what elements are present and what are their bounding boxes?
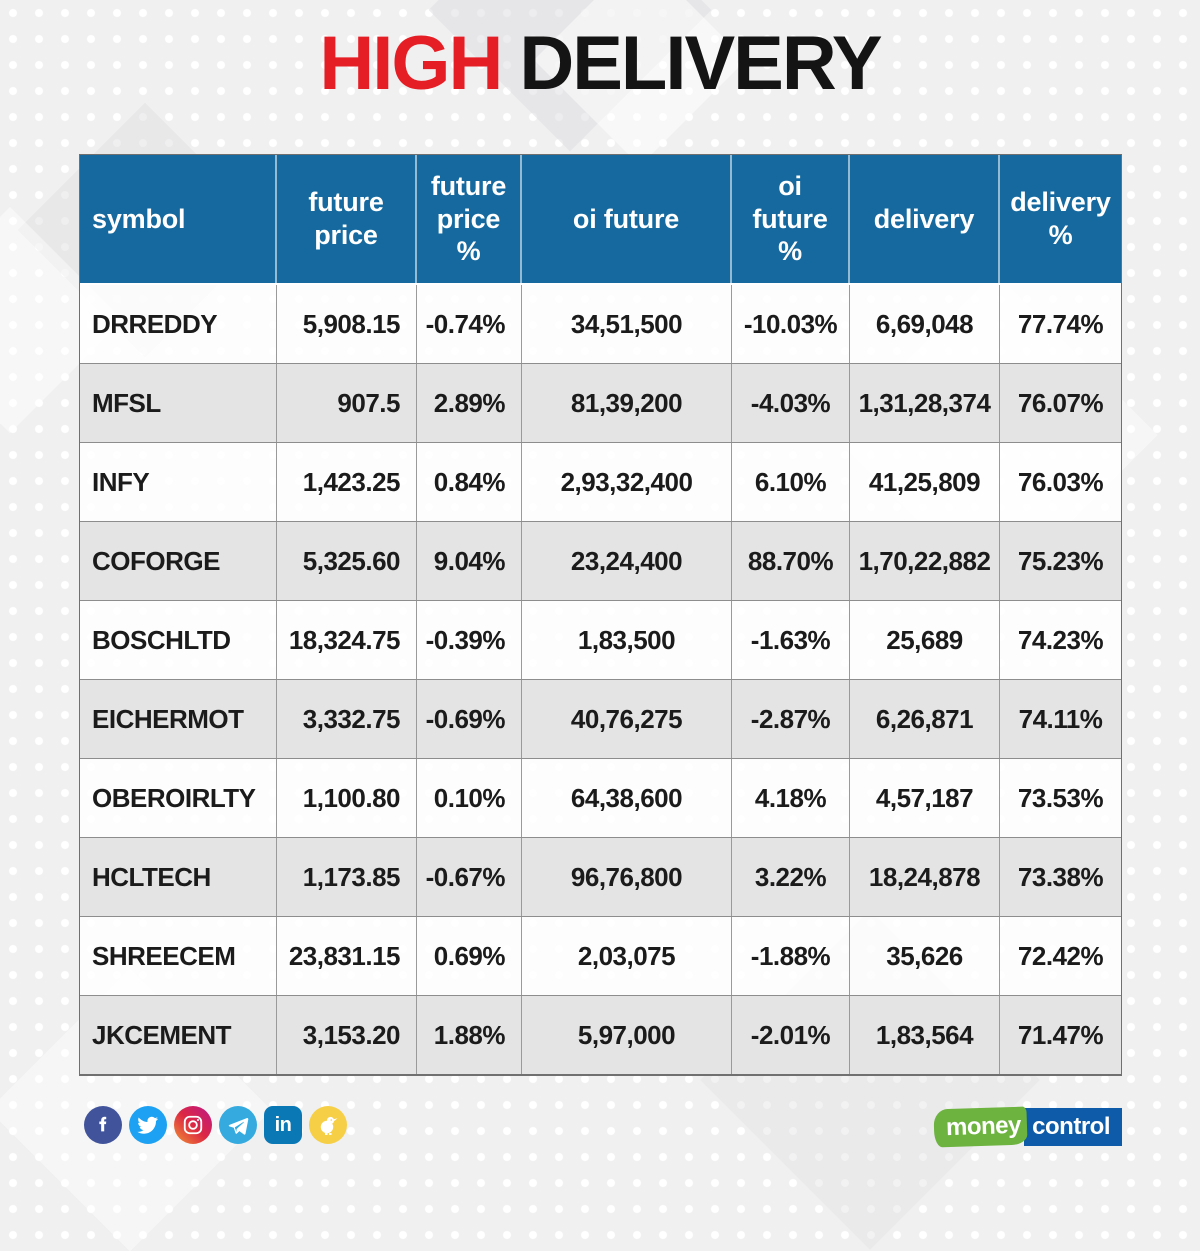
cell-future-price: 23,831.15: [277, 917, 417, 995]
moneycontrol-logo[interactable]: [934, 1108, 1122, 1146]
instagram-button[interactable]: [174, 1106, 212, 1144]
cell-delivery-pct: 74.11%: [1018, 703, 1103, 734]
cell-future-price-pct: 0.84%: [417, 443, 522, 521]
moneycontrol-logo-money: money: [934, 1107, 1028, 1148]
twitter-button[interactable]: [129, 1106, 167, 1144]
cell-delivery-pct: 71.47%: [1017, 1019, 1104, 1050]
cell-future-price-pct: -0.39%: [417, 601, 522, 679]
cell-delivery: 18,24,878: [850, 838, 1000, 916]
cell-delivery: 25,689: [850, 601, 1000, 679]
column-header-oi-future: oi future: [522, 155, 732, 283]
table-row: [80, 837, 1121, 916]
column-header-delivery: delivery: [850, 155, 1000, 283]
column-header-delivery-pct: delivery %: [1010, 187, 1111, 250]
cell-delivery: 1,31,28,374: [850, 364, 1000, 442]
cell-oi-future: 2,93,32,400: [522, 443, 732, 521]
cell-future-price-pct: -0.67%: [417, 838, 522, 916]
facebook-button[interactable]: [84, 1106, 122, 1144]
social-icons-bar: [84, 1106, 347, 1144]
column-header-future-price-pct: future price %: [417, 155, 522, 283]
cell-delivery: 4,57,187: [850, 759, 1000, 837]
title-word-high: HIGH: [319, 21, 502, 106]
column-header-oi-future-pct: oi future %: [732, 155, 850, 283]
table-row: [80, 363, 1121, 442]
cell-oi-future: 2,03,075: [522, 917, 732, 995]
cell-future-price-pct: 1.88%: [417, 996, 522, 1074]
cell-symbol: COFORGE: [80, 522, 277, 600]
cell-oi-future: 1,83,500: [522, 601, 732, 679]
cell-symbol: EICHERMOT: [80, 680, 277, 758]
cell-future-price: 3,332.75: [277, 680, 417, 758]
table-row: [80, 758, 1121, 837]
cell-oi-future: 40,76,275: [522, 680, 732, 758]
cell-future-price: 3,153.20: [277, 996, 417, 1074]
cell-future-price: 907.5: [277, 364, 417, 442]
cell-future-price: 1,423.25: [277, 443, 417, 521]
cell-oi-future-pct: -2.87%: [732, 680, 850, 758]
cell-delivery-pct: 76.07%: [1017, 387, 1104, 418]
cell-oi-future-pct: -1.88%: [732, 917, 850, 995]
linkedin-button[interactable]: [264, 1106, 302, 1144]
column-header-symbol: symbol: [80, 155, 277, 283]
cell-future-price: 18,324.75: [277, 601, 417, 679]
column-header-future-price: future price: [277, 155, 417, 283]
table-row: [80, 679, 1121, 758]
cell-delivery: 1,70,22,882: [850, 522, 1000, 600]
cell-symbol: JKCEMENT: [80, 996, 277, 1074]
cell-oi-future: 64,38,600: [522, 759, 732, 837]
cell-oi-future-pct: -10.03%: [732, 285, 850, 363]
cell-delivery: 6,69,048: [850, 285, 1000, 363]
table-row: [80, 521, 1121, 600]
cell-oi-future-pct: 3.22%: [732, 838, 850, 916]
cell-future-price-pct: 2.89%: [417, 364, 522, 442]
cell-oi-future: 23,24,400: [522, 522, 732, 600]
cell-delivery-pct: 73.53%: [1017, 782, 1104, 813]
table-header-row: [80, 155, 1121, 283]
table-row: [80, 442, 1121, 521]
cell-oi-future-pct: -1.63%: [732, 601, 850, 679]
cell-symbol: DRREDDY: [80, 285, 277, 363]
page-title: [0, 22, 1200, 106]
table-row: [80, 995, 1121, 1074]
cell-delivery: 6,26,871: [850, 680, 1000, 758]
moneycontrol-logo-control: control: [1024, 1108, 1122, 1146]
koo-button[interactable]: [309, 1106, 347, 1144]
cell-symbol: MFSL: [80, 364, 277, 442]
instagram-icon: [182, 1114, 204, 1136]
cell-delivery-pct: 76.03%: [1017, 466, 1104, 497]
table-row: [80, 283, 1121, 363]
cell-delivery: 35,626: [850, 917, 1000, 995]
table-row: [80, 916, 1121, 995]
linkedin-icon: in: [274, 1114, 292, 1136]
cell-oi-future: 5,97,000: [522, 996, 732, 1074]
cell-symbol: SHREECEM: [80, 917, 277, 995]
cell-symbol: OBEROIRLTY: [80, 759, 277, 837]
telegram-icon: [227, 1114, 249, 1136]
cell-delivery: 41,25,809: [850, 443, 1000, 521]
cell-future-price: 5,325.60: [277, 522, 417, 600]
cell-future-price-pct: 0.10%: [417, 759, 522, 837]
table-row: [80, 600, 1121, 679]
table-body: [80, 283, 1121, 1074]
cell-future-price-pct: -0.74%: [417, 285, 522, 363]
koo-icon: [316, 1113, 340, 1137]
cell-oi-future-pct: -2.01%: [732, 996, 850, 1074]
cell-future-price: 1,173.85: [277, 838, 417, 916]
cell-oi-future-pct: 4.18%: [732, 759, 850, 837]
cell-future-price: 1,100.80: [277, 759, 417, 837]
cell-delivery-pct: 72.42%: [1017, 940, 1104, 971]
cell-delivery-pct: 75.23%: [1017, 545, 1104, 576]
cell-future-price-pct: -0.69%: [417, 680, 522, 758]
cell-delivery-pct: 74.23%: [1017, 624, 1104, 655]
cell-oi-future-pct: 88.70%: [732, 522, 850, 600]
cell-delivery: 1,83,564: [850, 996, 1000, 1074]
cell-oi-future-pct: 6.10%: [732, 443, 850, 521]
cell-oi-future: 81,39,200: [522, 364, 732, 442]
facebook-icon: [92, 1114, 114, 1136]
high-delivery-table: [79, 154, 1122, 1076]
cell-symbol: BOSCHLTD: [80, 601, 277, 679]
cell-oi-future: 96,76,800: [522, 838, 732, 916]
cell-future-price-pct: 9.04%: [417, 522, 522, 600]
cell-delivery-pct: 73.38%: [1017, 861, 1104, 892]
title-word-delivery: DELIVERY: [519, 21, 881, 106]
cell-oi-future: 34,51,500: [522, 285, 732, 363]
cell-oi-future-pct: -4.03%: [732, 364, 850, 442]
twitter-icon: [137, 1114, 159, 1136]
cell-future-price-pct: 0.69%: [417, 917, 522, 995]
cell-symbol: INFY: [80, 443, 277, 521]
cell-symbol: HCLTECH: [80, 838, 277, 916]
cell-future-price: 5,908.15: [277, 285, 417, 363]
cell-delivery-pct: 77.74%: [1017, 308, 1104, 339]
telegram-button[interactable]: [219, 1106, 257, 1144]
